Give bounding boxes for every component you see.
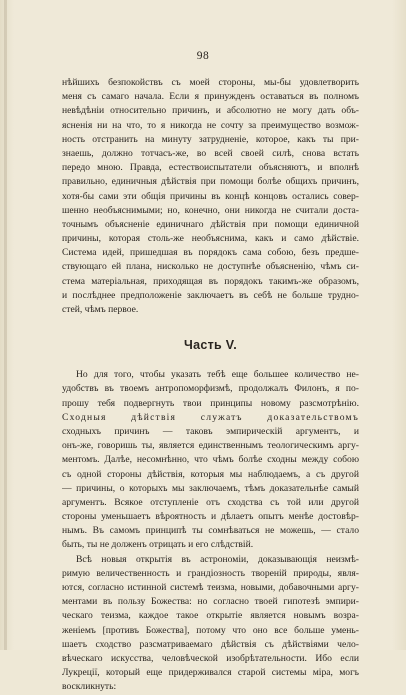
text-line: ность отстранить на минуту затрудненіе, которое, какъ ты при- <box>62 133 359 145</box>
text-line: удобствъ въ твоемъ антропоморфизмѣ, продолжалъ Филонъ, я по- <box>62 383 359 395</box>
text-line: женіемъ [противъ Божества], потому что оно все больше умень- <box>62 624 359 636</box>
text-line: съ одной стороны дѣйствія, которыя мы наблюдаемъ, а съ другой <box>62 468 359 480</box>
text-line: ментами въ пользу Божества: но согласно твоей гипотезѣ эмпири- <box>62 596 359 608</box>
text-line: Лукреції, который еще придерживался старой системы міра, могъ <box>62 667 359 679</box>
text-line: ческаго теизма, каждое такое открытіе является новымъ возра- <box>62 610 359 622</box>
text-line: причины, которая столь-же необъяснима, какъ и само дѣйствіе. <box>62 233 359 245</box>
text-line: вѣческаго искусства, человѣческой изобрѣтательности. Ибо если <box>62 652 359 664</box>
page-fold-shadow <box>4 0 7 650</box>
text-line: сходныхъ причинъ — таковъ эмпирическій аргументъ, и <box>62 425 359 437</box>
text-line: передо мною. Правда, естествоиспытатели объясняютъ, и вполнѣ <box>62 162 359 174</box>
text-line: ясненія ни на что, то я никогда не сочту за преимущество возмож- <box>62 119 359 131</box>
text-line: шенно необъяснимыми; но, конечно, они никогда не считали доста- <box>62 204 359 216</box>
text-line: Всѣ новыя открытія въ астрономіи, доказывающія неизмѣ- <box>76 553 359 565</box>
text-line: невѣдѣніи относительно причинъ, и абсолютно не могу дать объ- <box>62 105 359 117</box>
text-line: аргументъ. Всякое отступленіе отъ сходства съ той или другой <box>62 496 359 508</box>
text-line: прошу тебя подвергнуть твои принципы новому разсмотрѣнію. <box>62 397 359 409</box>
text-line: шаетъ сходство разсматриваемаго дѣйствія съ дѣйствіями чело- <box>62 638 359 650</box>
page-body <box>62 76 359 695</box>
text-line: быть, ты не долженъ отрицать и его слѣдствій. <box>62 539 254 551</box>
text-line: воскликнуть: <box>62 681 117 693</box>
text-line: — причины, о которыхъ мы заключаемъ, тѣмъ доказательнѣе самый <box>62 482 359 494</box>
text-line: онъ-же, говоришь ты, является единственнымъ теологическимъ аргу- <box>62 440 359 452</box>
text-line: ствующаго ей плана, нисколько не доступнѣе объясненію, чѣмъ си- <box>62 261 359 273</box>
text-line: нымъ. Въ самомъ принципѣ ты сомнѣваться не можешь, — стало <box>62 525 359 537</box>
text-line: стема матеріальная, приходящая въ порядокъ такимъ-же образомъ, <box>62 275 359 287</box>
text-line: стороны уменьшаетъ вѣроятность и дѣлаетъ опытъ менѣе достовѣр- <box>62 511 359 523</box>
text-line: стей, чѣмъ первое. <box>62 304 139 315</box>
text-line: ются, согласно истинной системѣ теизма, новыми, добавочными аргу- <box>62 582 359 593</box>
text-line: ментомъ. Далѣе, несомнѣнно, что чѣмъ болѣе сходны между собою <box>62 454 359 466</box>
text-line: точнымъ объясненіе единичнаго дѣйствія при помощи единичной <box>62 218 359 230</box>
text-line: меня съ самаго начала. Если я принужденъ оставаться въ полномъ <box>62 91 359 103</box>
text-line: знаешь, должно тотчасъ-же, во всей своей силѣ, снова встать <box>62 147 359 159</box>
text-line: Система идей, пришедшая въ порядокъ сама собою, безъ предше- <box>62 247 359 259</box>
section-heading: Часть V. <box>183 338 238 353</box>
text-line: хотя-бы сами эти общія причины въ концѣ концовъ остались совер- <box>62 190 359 202</box>
page-number: 98 <box>196 50 210 62</box>
text-line: нѣйшихъ безпокойствъ съ моей стороны, мы-бы удовлетворить <box>62 77 359 88</box>
text-line: Но для того, чтобы указать тебѣ еще большее количество не- <box>76 369 359 381</box>
text-line: римую величественность и грандіозность твореній природы, явля- <box>62 567 359 579</box>
text-line: правильно, единичныя дѣйствія при помощи болѣе общихъ причинъ, <box>62 176 359 188</box>
text-line: и послѣднее предположеніе заключаетъ въ себѣ не больше трудно- <box>62 289 359 301</box>
text-line: Сходныя дѣйствія служатъ доказательствомъ <box>62 411 359 423</box>
